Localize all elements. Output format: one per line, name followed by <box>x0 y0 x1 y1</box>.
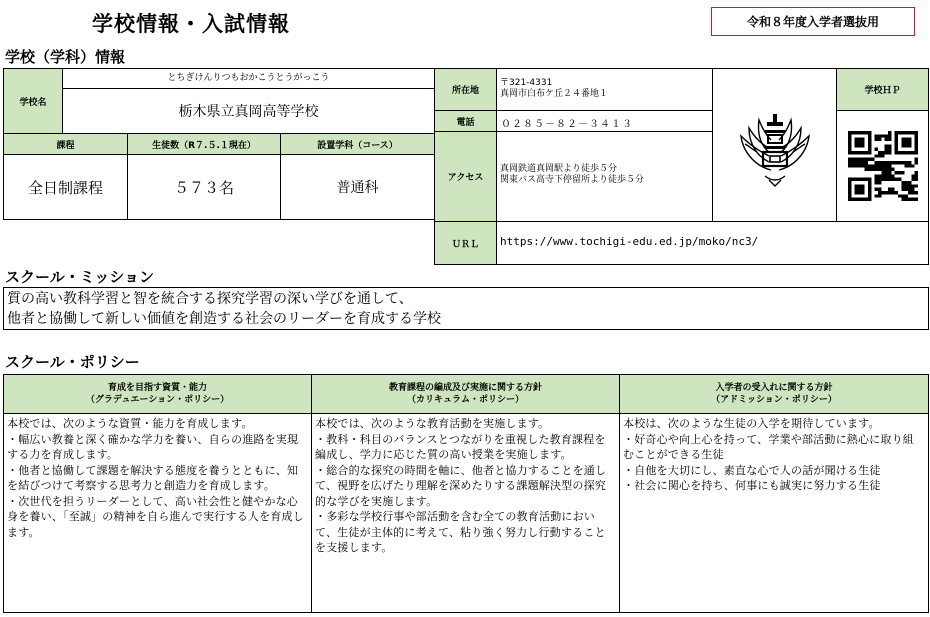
phone-value: ０２８５－８２－３４１３ <box>496 110 713 132</box>
mission-box <box>3 287 929 330</box>
students-value: ５７３名 <box>127 154 281 220</box>
course-label: 課程 <box>3 133 128 155</box>
url-label: ＵＲＬ <box>434 221 497 265</box>
curriculum-policy-title: 教育課程の編成及び実施に関する方針 <box>388 383 542 393</box>
emblem-cell <box>712 68 837 222</box>
graduation-policy-header <box>3 374 312 414</box>
graduation-policy-title: 育成を目指す資質・能力 <box>107 383 207 393</box>
qr-code-icon[interactable] <box>848 131 918 201</box>
address-label: 所在地 <box>434 68 497 111</box>
admission-policy-body <box>619 413 929 613</box>
students-label: 生徒数（R７.５.１現在） <box>127 133 281 155</box>
school-info-heading: 学校（学科）情報 <box>5 48 126 66</box>
mission-heading: スクール・ミッション <box>5 268 155 286</box>
graduation-policy-subtitle: （グラデュエーション・ポリシー） <box>85 395 230 405</box>
school-url-link[interactable]: https://www.tochigi-edu.ed.jp/moko/nc3/ <box>496 221 929 265</box>
curriculum-policy-subtitle: （カリキュラム・ポリシー） <box>407 395 524 405</box>
address-postal: 〒321-4331 <box>500 78 553 88</box>
admission-policy-line: ・社会に関心を持ち、何事にも誠実に努力する生徒 <box>623 479 881 492</box>
school-name-reading: とちぎけんりつもおかこうとうがっこう <box>62 68 435 89</box>
admission-policy-line: ・自他を大切にし、素直な心で人の話が聞ける生徒 <box>623 463 881 477</box>
access-line-2: 関東バス高寺下停留所より徒歩５分 <box>500 175 645 185</box>
school-hp-label: 学校ＨＰ <box>836 68 929 111</box>
dept-value: 普通科 <box>280 154 435 220</box>
phone-label: 電話 <box>434 110 497 132</box>
access-label: アクセス <box>434 131 497 222</box>
admission-policy-title: 入学者の受入れに関する方針 <box>715 383 833 393</box>
admission-policy-header <box>619 374 929 414</box>
graduation-policy-line: ・幅広い教養と深く確かな学力を養い、自らの進路を実現する力を育成します。 <box>7 432 299 461</box>
access-cell <box>496 131 713 222</box>
admission-policy-subtitle: （アドミッション・ポリシー） <box>711 395 837 405</box>
graduation-policy-line: ・他者と協働して課題を解決する態度を養うとともに、知を結びつけて考察する思考力と創造力を育成します。 <box>7 463 299 492</box>
curriculum-policy-line: ・総合的な探究の時間を軸に、他者と協力することを通して、視野を広げたり理解を深めたりする課題解決型の探究的な学びを実施します。 <box>315 463 607 508</box>
school-name: 栃木県立真岡高等学校 <box>62 88 435 134</box>
dept-label: 設置学科（コース） <box>280 133 435 155</box>
admission-policy-line: ・好奇心や向上心を持って、学業や部活動に熱心に取り組むことができる生徒 <box>623 432 914 461</box>
policy-heading: スクール・ポリシー <box>5 353 140 371</box>
course-value: 全日制課程 <box>3 154 128 220</box>
admission-policy-line: 本校は、次のような生徒の入学を期待しています。 <box>623 417 880 430</box>
graduation-policy-line: 本校では、次のような資質・能力を育成します。 <box>7 417 253 430</box>
mission-line-1: 質の高い教科学習と智を統合する探究学習の深い学びを通して、 <box>7 291 413 307</box>
address-text: 真岡市白布ケ丘２４番地１ <box>500 89 609 99</box>
school-emblem-icon <box>735 100 815 190</box>
curriculum-policy-header <box>311 374 620 414</box>
exam-year-badge: 令和８年度入学者選抜用 <box>711 7 915 36</box>
access-line-1: 真岡鉄道真岡駅より徒歩５分 <box>500 164 618 174</box>
graduation-policy-line: ・次世代を担うリーダーとして、高い社会性と健やかな心身を養い、「至誠」の精神を自ら進んで実行する人を育成します。 <box>7 494 304 539</box>
curriculum-policy-body <box>311 413 620 613</box>
mission-line-2: 他者と協働して新しい価値を創造する社会のリーダーを育成する学校 <box>7 311 441 327</box>
graduation-policy-body <box>3 413 312 613</box>
curriculum-policy-line: ・教科・科目のバランスとつながりを重視した教育課程を編成し、学力に応じた質の高い授業を実施します。 <box>315 432 606 461</box>
school-name-label: 学校名 <box>3 68 63 134</box>
curriculum-policy-line: 本校では、次のような教育活動を実施します。 <box>315 417 550 430</box>
curriculum-policy-line: ・多彩な学校行事や部活動を含む全ての教育活動において、生徒が主体的に考えて、粘り強く努力し行動することを支援します。 <box>315 510 606 554</box>
address-cell <box>496 68 713 111</box>
page-title: 学校情報・入試情報 <box>92 12 290 36</box>
qr-cell[interactable] <box>836 110 929 222</box>
